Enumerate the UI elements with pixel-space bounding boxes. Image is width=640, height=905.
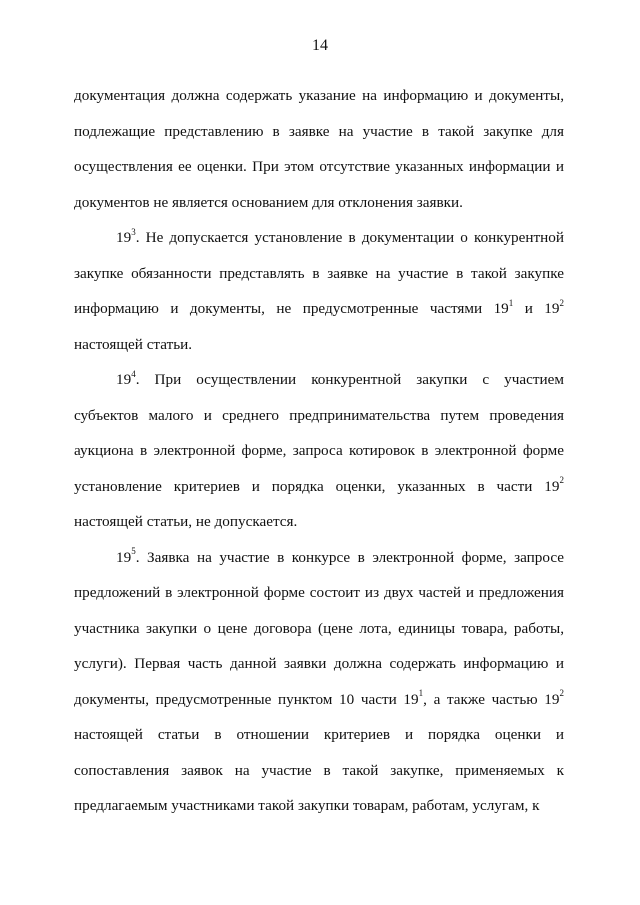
superscript: 2 — [559, 688, 564, 699]
superscript: 5 — [131, 546, 136, 557]
page-number: 14 — [312, 37, 328, 54]
paragraph-p-19-5 — [74, 540, 564, 824]
document-body — [74, 78, 564, 824]
paragraph-p-cont — [74, 78, 564, 220]
text-run: настоящей статьи. — [74, 335, 193, 353]
text-run: настоящей статьи в отношении критериев и порядка оценки и сопоставления заявок на участие в такой закупке, применяемых к предлагаемым участниками такой закупки товарам, работам, услугам, к — [74, 726, 564, 814]
text-run: настоящей статьи, не допускается. — [74, 513, 298, 530]
text-run: документация должна содержать указание на информацию и документы, подлежащие представлению в заявке на участие в такой закупке для осуществления ее оценки. При этом отсутствие указанных информации и документов не является основанием для отклонения заявки. — [74, 87, 564, 211]
superscript: 3 — [131, 226, 136, 237]
text-run: . Заявка на участие в конкурсе в электронной форме, запросе предложений в электронной форме состоит из двух частей и предложения участника закупки о цене договора (цене лота, единицы товара, работы, услуги). Первая часть данной заявки должна содержать информацию и документы, предусмотренные пунктом 10 части 19 — [74, 548, 564, 708]
superscript: 4 — [131, 368, 136, 379]
superscript: 2 — [559, 297, 564, 308]
paragraph-p-19-4 — [74, 362, 564, 540]
superscript: 1 — [418, 688, 424, 699]
text-run: , а также частью 19 — [423, 690, 560, 708]
text-run: 19 — [116, 371, 132, 388]
superscript: 1 — [508, 297, 514, 308]
text-run: 19 — [116, 548, 132, 566]
paragraph-p-19-3 — [74, 220, 564, 362]
superscript: 2 — [559, 475, 564, 486]
text-run: 19 — [116, 229, 132, 246]
text-run: . При осуществлении конкурентной закупки с участием субъектов малого и среднего предпринимательства путем проведения аукциона в электронной форме, запроса котировок в электронной форме установление критериев и порядка оценки, указанных в части 19 — [74, 371, 564, 495]
text-run: . Не допускается установление в документации о конкурентной закупке обязанности представлять в заявке на участие в такой закупке информацию и документы, не предусмотренные частями 19 — [74, 229, 564, 317]
text-run: и 19 — [513, 300, 560, 317]
